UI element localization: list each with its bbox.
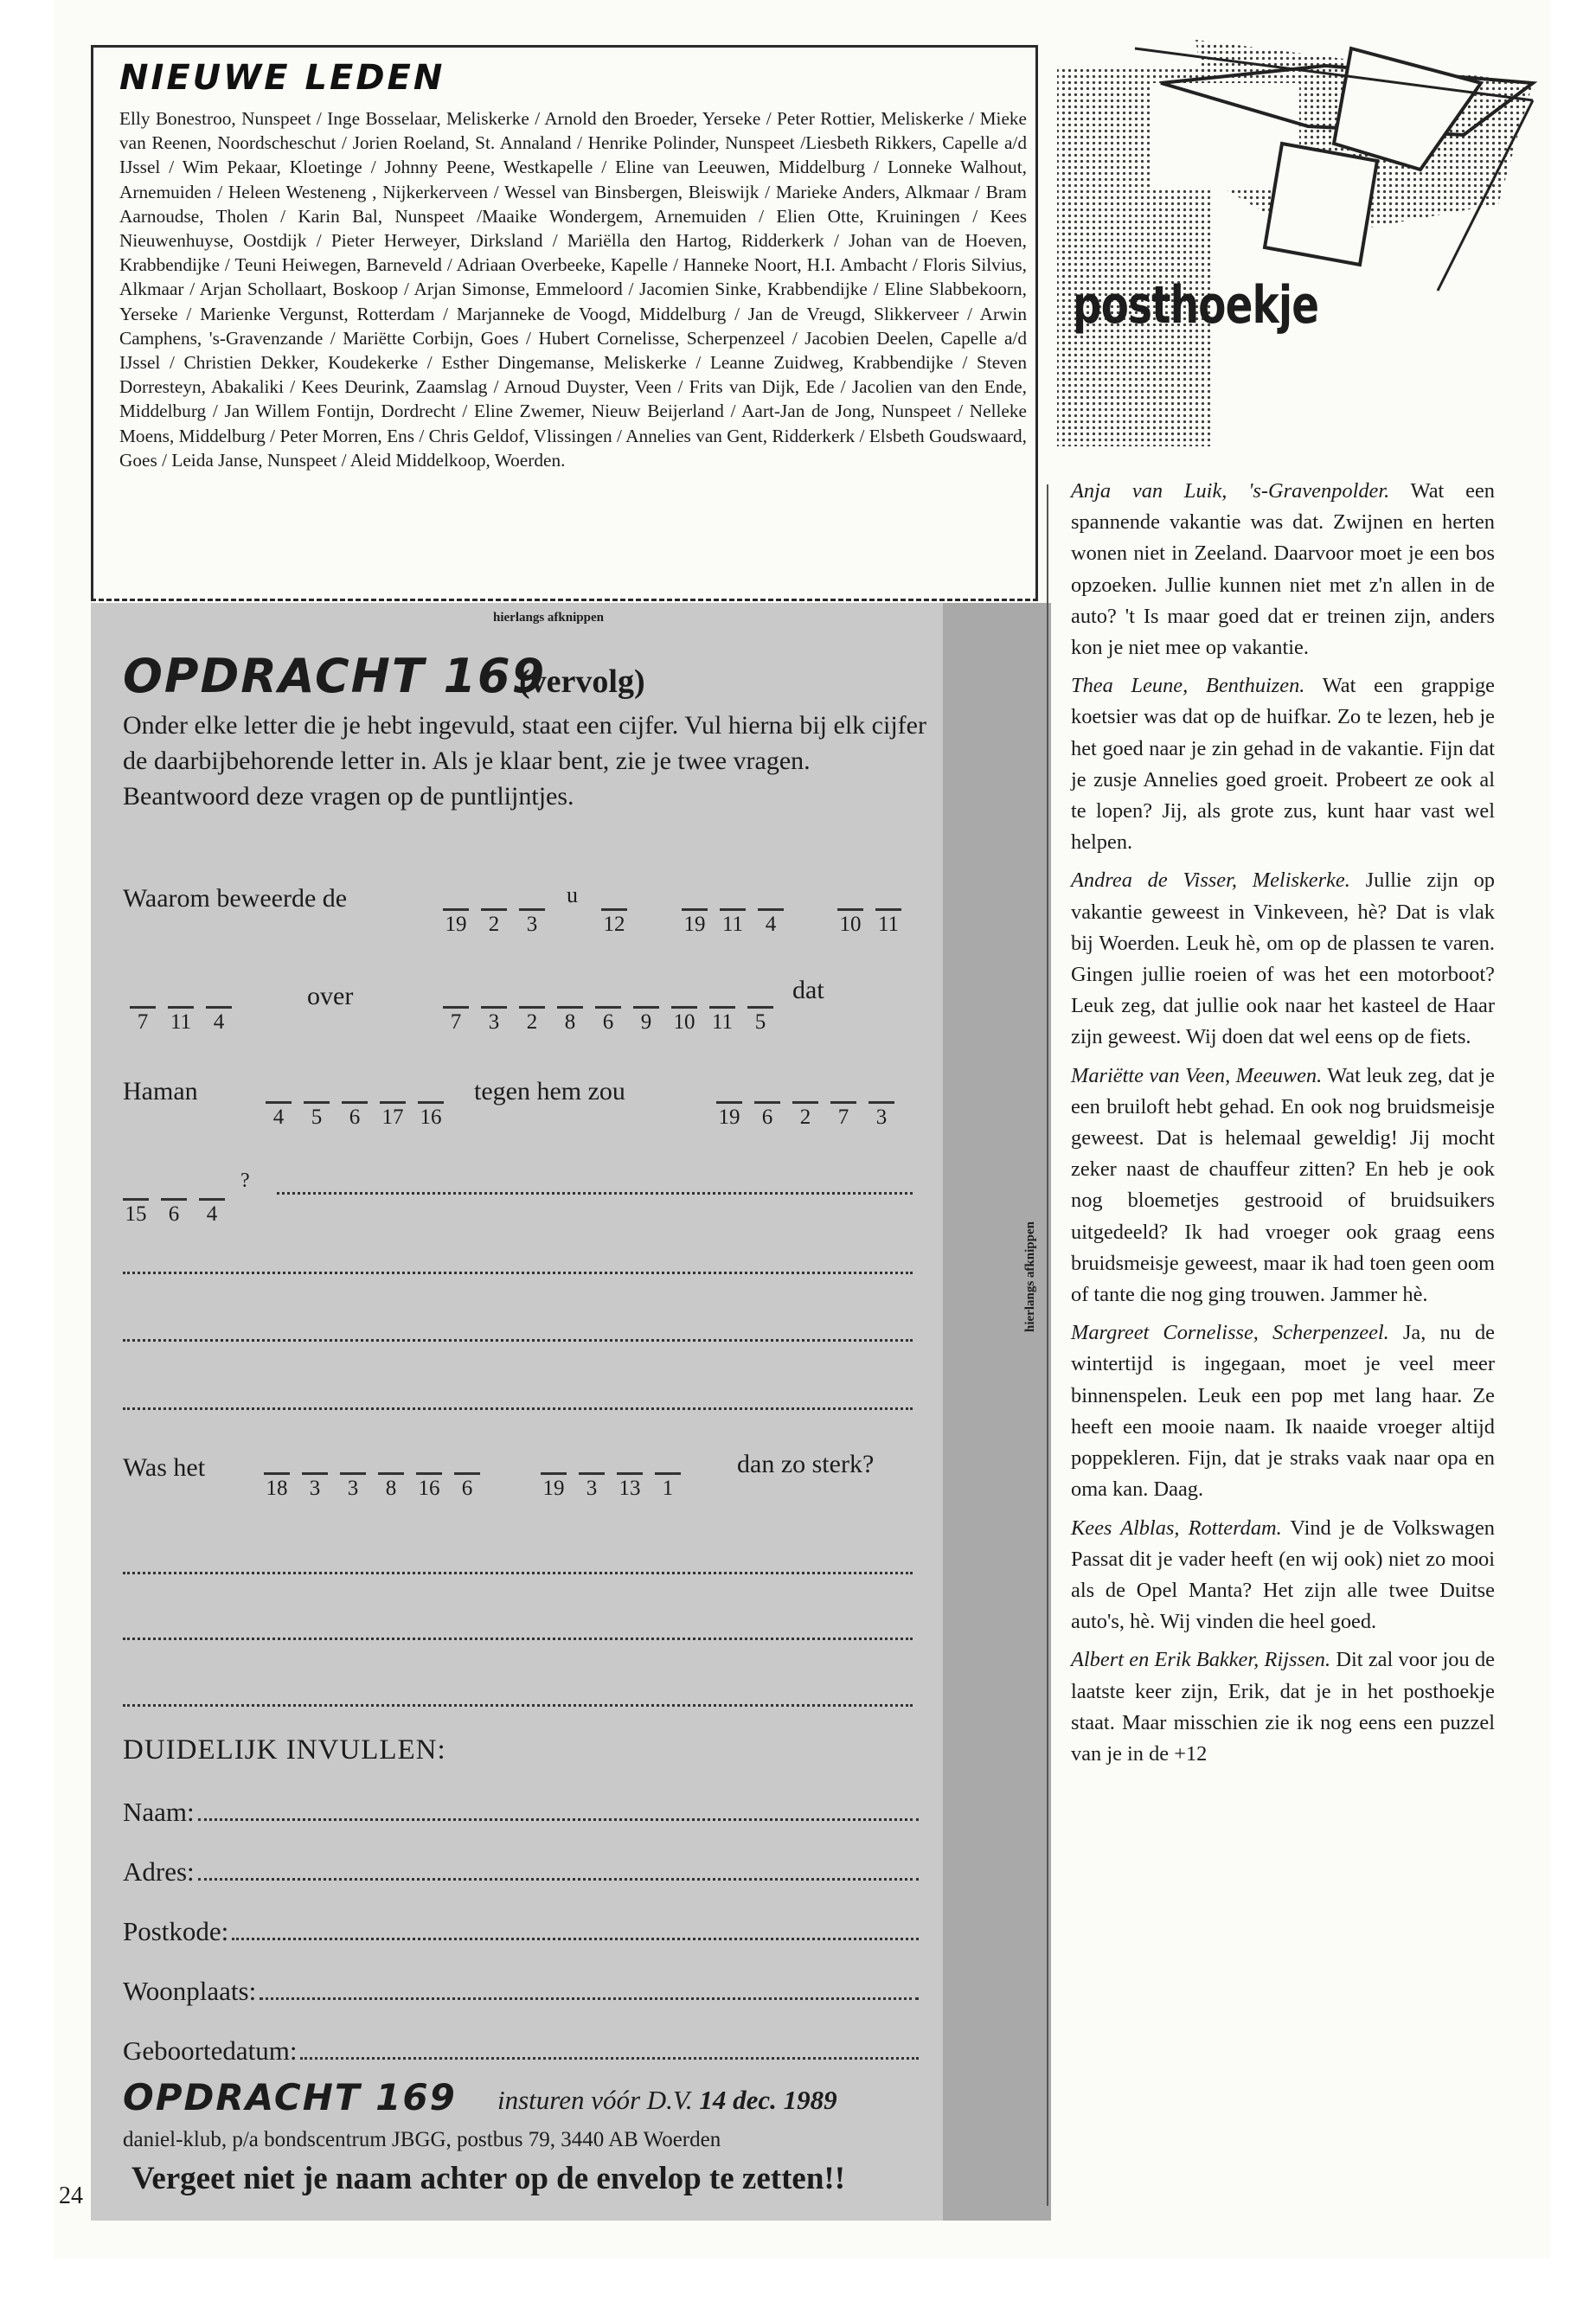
field-line[interactable] [300, 2057, 919, 2060]
code-number: 3 [519, 908, 545, 937]
code-number: 3 [340, 1472, 366, 1501]
code-number: 15 [123, 1198, 149, 1227]
field-label: Postkode: [123, 1916, 229, 1946]
answer-line[interactable] [123, 1638, 913, 1640]
new-members-box [91, 45, 1038, 599]
code-number: 18 [264, 1472, 290, 1501]
code-number: 11 [875, 908, 901, 937]
postal-address: daniel-klub, p/a bondscentrum JBGG, postbus 79, 3440 AB Woerden [123, 2128, 721, 2151]
code-number: 16 [416, 1472, 442, 1501]
new-members-list: Elly Bonestroo, Nunspeet / Inge Bosselaar, Meliskerke / Arnold den Broeder, Yerseke / Peter Rottier, Meliskerke / Mieke van Reenen, Noordscheschut / Jorien Roeland, St. Annaland / Henrike Polinder, Nunspeet /Liesbeth Rikkers, Capelle a/d IJssel / Wim Pekaar, Kloetinge / Johnny Peene, Westkapelle / Eline van Leeuwen, Middelburg / Lonneke Walhout, Arnemuiden / Heleen Westeneng , Nijkerkerveen / Wessel van Binsbergen, Bleiswijk / Marieke Anders, Alkmaar / Bram Aarnoudse, Tholen / Karin Bal, Nunspeet /Maaike Wondergem, Arnemuiden / Elien Otte, Kruiningen / Kees Nieuwenhuyse, Oostdijk / Pieter Herweyer, Dirksland / Mariëlla den Hartog, Ridderkerk / Johan van de Hoeven, Krabbendijke / Teuni Heiwegen, Barneveld / Adriaan Overbeeke, Kapelle / Hanneke Noort, H.I. Ambacht / Floris Silvius, Alkmaar / Arjan Schollaart, Boskoop / Arjan Simonse, Emmeloord / Jacomien Sinke, Krabbendijke / Eline Slabbekoorn, Yerseke / Marienke Vergunst, Rotterdam / Marjanneke de Voogd, Middelburg / Jan de Vreugd, Slikkerveer / Arwin Camphens, 's-Gravenzande / Mariëtte Corbijn, Goes / Hubert Cornelisse, Scherpenzeel / Jacobien Deelen, Capelle a/d IJssel / Christien Dekker, Koudekerke / Esther Dingemanse, Meliskerke / Leanne Zuidweg, Krabbendijke / Steven Dorresteyn, Abakaliki / Kees Deurink, Zaamslag / Arnoud Duyster, Veen / Frits van Dijk, Ede / Jacolien van den Ende, Middelburg / Jan Willem Fontijn, Dordrecht / Eline Zwemer, Nieuw Beijerland / Aart-Jan de Jong, Nunspeet / Nelleke Moens, Middelburg / Peter Morren, Ens / Chris Geldof, Vlissingen / Annelies van Gent, Ridderkerk / Elsbeth Goudswaard, Goes / Leida Janse, Nunspeet / Aleid Middelkoop, Woerden. [119, 108, 1027, 471]
question-1-letter-u: u [567, 882, 578, 907]
code-number: 5 [747, 1006, 773, 1035]
letter-text: Wat een grappige koetsier was dat op de huifkar. Zo te lezen, heb je het goed naar je zin gehad in de vakantie. Fijn dat je zusje Annelies goed groeit. Probeert ze ook al te lopen? Jij, als grote zus, kunt haar vast wel helpen. [1071, 674, 1495, 855]
code-number: 11 [709, 1006, 735, 1035]
code-number: 13 [617, 1472, 643, 1501]
field-label: Adres: [123, 1856, 195, 1887]
cut-line [91, 599, 1038, 601]
code-number: 5 [304, 1101, 330, 1130]
question-1-qmark: ? [240, 1170, 250, 1192]
code-group[interactable] [541, 1472, 681, 1501]
send-deadline [497, 2085, 837, 2116]
code-number: 19 [682, 908, 708, 937]
code-number: 8 [378, 1472, 404, 1501]
new-members-title: NIEUWE LEDEN [119, 58, 445, 98]
column-rule [1047, 484, 1048, 2206]
letter-text: Wat leuk zeg, dat je een bruiloft hebt gehad. En ook nog bruidsmeisje geweest. Dat is helemaal geweldig! Jij mocht zeker naast de chauffeur zitten? En heb je ook nog bloemetjes gestrooid of bruidsuikers uitgedeeld? Ik had vroeger ook graag eens bruidsmeisje geweest, maar ik had toen geen oom of tante die nog ging trouwen. Jammer hè. [1071, 1063, 1495, 1307]
reminder-note: Vergeet niet je naam achter op de envelop te zetten!! [131, 2161, 846, 2196]
send-deadline-prefix: insturen vóór D.V. [497, 2085, 693, 2115]
code-number: 19 [443, 908, 469, 937]
question-1-over: over [307, 982, 354, 1010]
code-group[interactable] [601, 908, 627, 937]
postcode-field[interactable] [123, 1916, 919, 1947]
code-group[interactable] [264, 1472, 480, 1501]
letter-author: Kees Alblas, Rotterdam. [1071, 1516, 1282, 1540]
letter-entry [1071, 865, 1495, 1053]
field-line[interactable] [260, 1997, 919, 2000]
code-group[interactable] [443, 1006, 773, 1035]
letter-entry [1071, 1644, 1495, 1770]
letter-entry [1071, 1317, 1495, 1505]
posthoekje-title: posthoekje [1073, 275, 1319, 336]
code-number: 8 [557, 1006, 583, 1035]
field-line[interactable] [232, 1938, 919, 1940]
code-number: 11 [720, 908, 746, 937]
city-field[interactable] [123, 1976, 919, 2007]
field-label: Naam: [123, 1797, 195, 1827]
puzzle-title: OPDRACHT 169 [123, 649, 547, 703]
answer-line[interactable] [123, 1339, 913, 1342]
code-number: 16 [418, 1101, 444, 1130]
code-number: 3 [481, 1006, 507, 1035]
letter-author: Anja van Luik, 's-Gravenpolder. [1071, 479, 1390, 503]
code-number: 6 [454, 1472, 480, 1501]
code-number: 10 [671, 1006, 697, 1035]
letter-entry [1071, 670, 1495, 858]
code-number: 19 [541, 1472, 567, 1501]
code-number: 17 [380, 1101, 406, 1130]
code-number: 3 [579, 1472, 605, 1501]
code-number: 3 [869, 1101, 894, 1130]
code-number: 19 [716, 1101, 742, 1130]
letter-author: Margreet Cornelisse, Scherpenzeel. [1071, 1321, 1389, 1345]
field-label: Woonplaats: [123, 1976, 257, 2006]
puzzle-continued: (vervolg) [519, 663, 645, 700]
question-2-prefix: Was het [123, 1453, 206, 1482]
code-number: 9 [633, 1006, 659, 1035]
answer-line[interactable] [123, 1407, 913, 1410]
field-line[interactable] [198, 1818, 919, 1821]
field-line[interactable] [198, 1878, 919, 1881]
code-number: 4 [758, 908, 784, 937]
cut-label-top: hierlangs afknippen [493, 611, 604, 625]
code-group[interactable] [682, 908, 784, 937]
code-number: 4 [206, 1006, 232, 1035]
code-group[interactable] [837, 908, 901, 937]
letter-entry [1071, 476, 1495, 663]
code-number: 4 [199, 1198, 225, 1227]
code-number: 2 [481, 908, 507, 937]
code-number: 7 [130, 1006, 156, 1035]
code-number: 3 [302, 1472, 328, 1501]
code-number: 6 [595, 1006, 621, 1035]
fill-clearly-heading: DUIDELIJK INVULLEN: [123, 1734, 446, 1766]
code-number: 10 [837, 908, 863, 937]
letter-text: Vind je de Volkswagen Passat dit je vader heeft (en wij ook) niet zo mooi als de Opel Manta? Het zijn alle twee Duitse auto's, hè. Wij vinden die heel goed. [1071, 1516, 1495, 1634]
code-number: 2 [792, 1101, 818, 1130]
page-number: 24 [59, 2182, 83, 2209]
answer-line[interactable] [123, 1704, 913, 1707]
question-1-prefix: Waarom beweerde de [123, 884, 348, 913]
letter-author: Thea Leune, Benthuizen. [1071, 674, 1305, 698]
letter-entry [1071, 1061, 1495, 1311]
question-1-tegen: tegen hem zou [474, 1077, 625, 1106]
letter-text: Jullie zijn op vakantie geweest in Vinkeveen, hè? Dat is vlak bij Woerden. Leuk hè, om op de plassen te varen. Gingen jullie roeien of was het een motorboot? Leuk zeg, dat jullie ook naar het kasteel de Haar zijn geweest. Wij doen dat wel eens op de fiets. [1071, 868, 1495, 1049]
field-label: Geboortedatum: [123, 2035, 298, 2066]
question-2-suffix: dan zo sterk? [737, 1450, 875, 1478]
puzzle-footer-title: OPDRACHT 169 [123, 2076, 457, 2118]
code-number: 7 [830, 1101, 856, 1130]
code-group[interactable] [130, 1006, 232, 1035]
code-number: 6 [342, 1101, 368, 1130]
letter-author: Andrea de Visser, Meliskerke. [1071, 868, 1350, 893]
letter-author: Mariëtte van Veen, Meeuwen. [1071, 1063, 1323, 1087]
letters-column [1071, 476, 1495, 1777]
name-field[interactable] [123, 1797, 919, 1828]
code-group[interactable] [443, 908, 545, 937]
code-group[interactable] [266, 1101, 444, 1130]
code-group[interactable] [123, 1198, 225, 1227]
code-number: 6 [161, 1198, 187, 1227]
letter-text: Ja, nu de wintertijd is ingegaan, moet je veel meer binnenspelen. Leuk een pop met lang haar. Ze heeft een mooie naam. Ik naaide vroeger altijd poppekleren. Fijn, dat je straks vaak naar opa en oma kan. Daag. [1071, 1321, 1495, 1502]
answer-line[interactable] [123, 1572, 913, 1574]
code-number: 1 [655, 1472, 681, 1501]
letter-entry [1071, 1513, 1495, 1638]
send-deadline-date: 14 dec. 1989 [699, 2085, 837, 2115]
page-margin [0, 0, 54, 2301]
continued-marker: +12 [1174, 1741, 1208, 1766]
answer-line[interactable] [123, 1272, 913, 1274]
posthoekje-logo [1048, 31, 1550, 464]
code-group[interactable] [716, 1101, 894, 1130]
answer-line[interactable] [277, 1192, 913, 1195]
puzzle-instructions: Onder elke letter die je hebt ingevuld, staat een cijfer. Vul hierna bij elk cijfer de daarbijbehorende letter in. Als je klaar bent, zie je twee vragen. Beantwoord deze vragen op de puntlijntjes. [123, 711, 926, 811]
code-number: 2 [519, 1006, 545, 1035]
cut-strip [943, 603, 1051, 2221]
address-field[interactable] [123, 1856, 919, 1888]
letter-author: Albert en Erik Bakker, Rijssen. [1071, 1648, 1331, 1672]
letter-text: Wat een spannende vakantie was dat. Zwijnen en herten wonen niet in Zeeland. Daarvoor moet je een bos opzoeken. Jullie kunnen niet met z'n allen in de auto? 't Is maar goed dat er treinen zijn, anders kon je niet mee op vakantie. [1071, 479, 1495, 660]
code-number: 12 [601, 908, 627, 937]
letter-text: Dit zal voor jou de laatste keer zijn, Erik, dat je in het posthoekje staat. Maar misschien zie ik nog eens een puzzel van je in de [1071, 1648, 1495, 1766]
question-1-haman: Haman [123, 1077, 198, 1106]
code-number: 6 [754, 1101, 780, 1130]
code-number: 7 [443, 1006, 469, 1035]
birthdate-field[interactable] [123, 2035, 919, 2067]
question-1-dat: dat [792, 976, 824, 1004]
code-number: 4 [266, 1101, 292, 1130]
code-number: 11 [168, 1006, 194, 1035]
